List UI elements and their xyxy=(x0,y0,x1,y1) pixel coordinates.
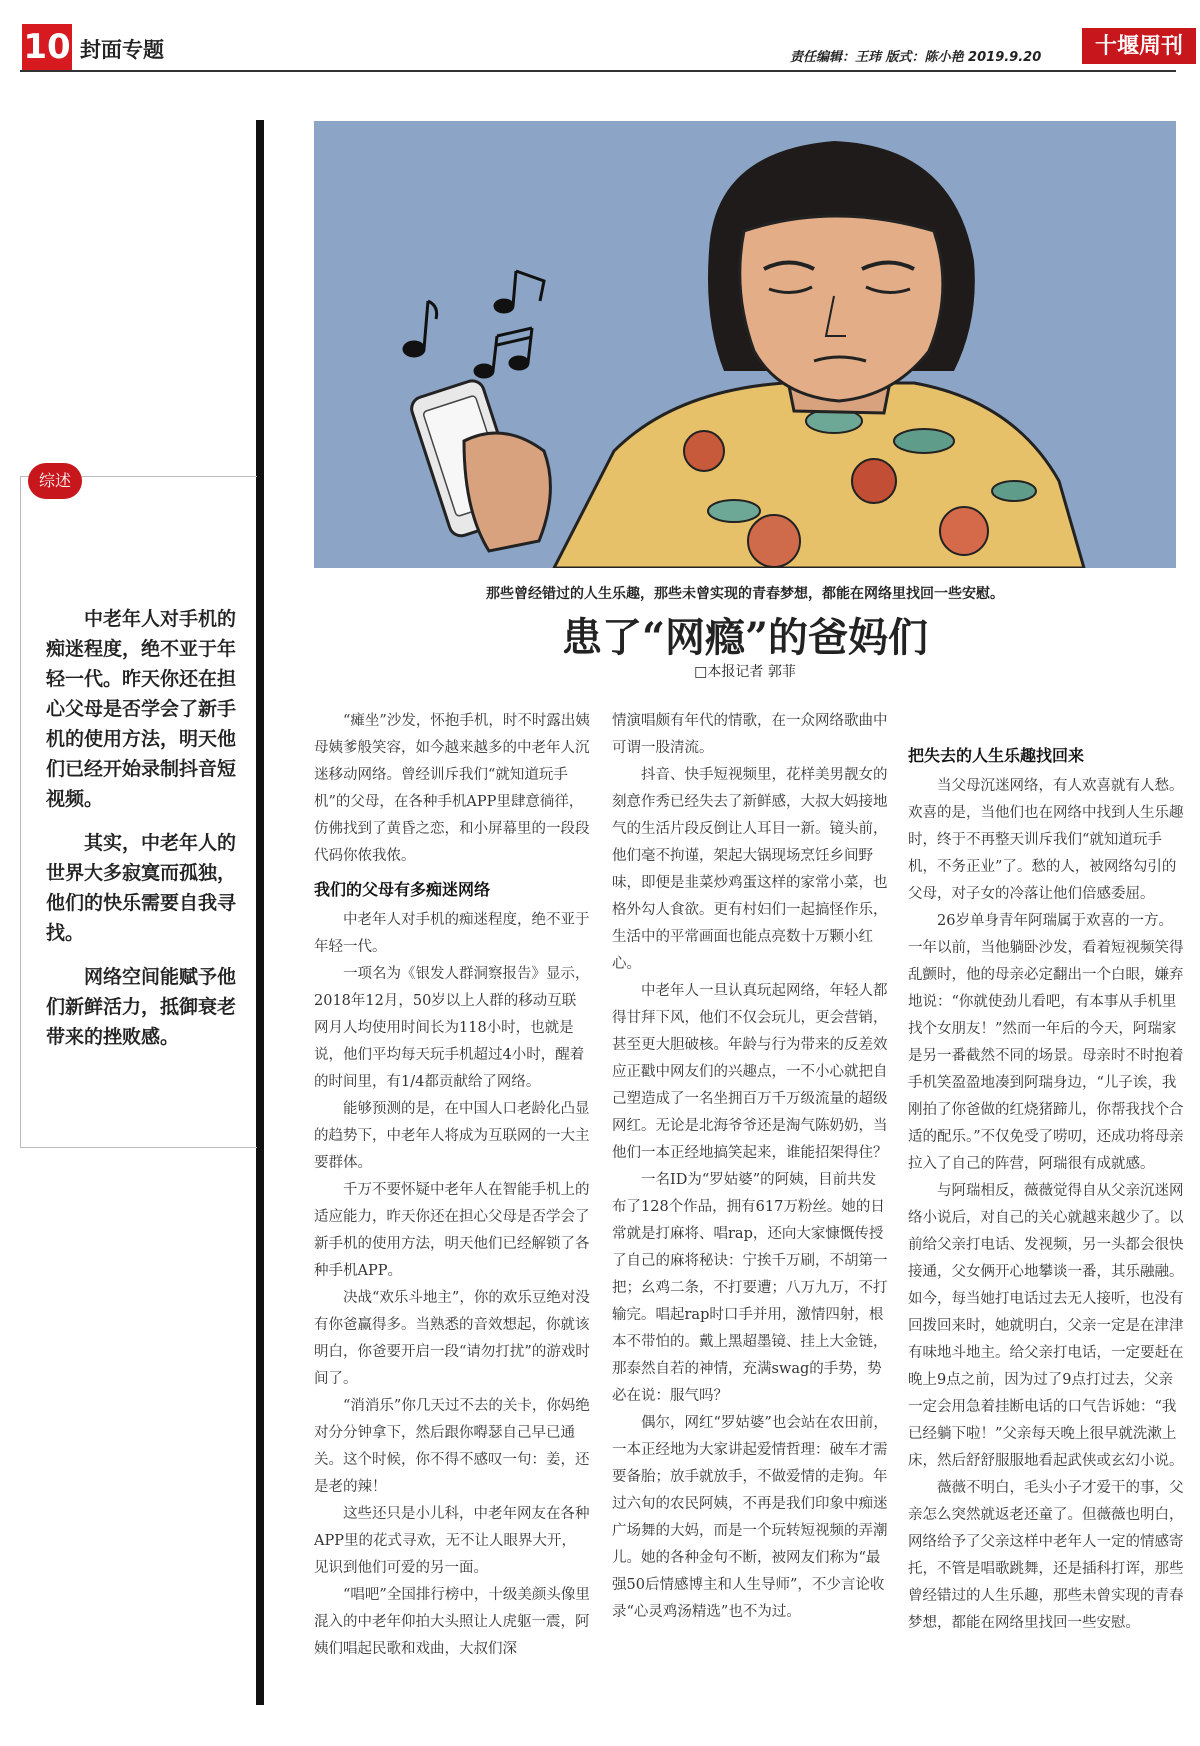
summary-text xyxy=(46,604,238,1066)
brand-logo: 十堰周刊 xyxy=(1082,28,1196,64)
paragraph: “唱吧”全国排行榜中，十级美颜头像里混入的中老年仰拍大头照让人虎躯一震，阿姨们唱起民歌和戏曲，大叔们深 xyxy=(314,1587,590,1657)
paragraph: 这些还只是小儿科，中老年网友在各种APP里的花式寻欢，无不让人眼界大开，见识到他们可爱的另一面。 xyxy=(314,1506,590,1576)
subheading: 我们的父母有多痴迷网络 xyxy=(314,880,491,899)
paragraph: 当父母沉迷网络，有人欢喜就有人愁。欢喜的是，当他们也在网络中找到人生乐趣时，终于不再整天训斥我们“就知道玩手机，不务正业”了。愁的人，被网络勾引的父母，对子女的冷落让他们倍感委屈。 xyxy=(908,778,1184,902)
subheading: 把失去的人生乐趣找回来 xyxy=(908,746,1085,765)
paragraph: 情演唱颇有年代的情歌，在一众网络歌曲中可谓一股清流。 xyxy=(612,713,888,756)
paragraph: “瘫坐”沙发，怀抱手机，时不时露出姨母姨爹般笑容，如今越来越多的中老年人沉迷移动网络。曾经训斥我们“就知道玩手机”的父母，在各种手机APP里肆意徜徉，仿佛找到了黄昏之恋，和小屏幕里的一段段代码你侬我侬。 xyxy=(314,713,590,864)
paragraph: 能够预测的是，在中国人口老龄化凸显的趋势下，中老年人将成为互联网的一大主要群体。 xyxy=(314,1101,590,1171)
paragraph: 26岁单身青年阿瑞属于欢喜的一方。一年以前，当他躺卧沙发，看着短视频笑得乱颤时，他的母亲必定翻出一个白眼，嫌弃地说：“你就使劲儿看吧，有本事从手机里找个女朋友！”然而一年后的今天，阿瑞家是另一番截然不同的场景。母亲时不时抱着手机笑盈盈地凑到阿瑞身边，“儿子诶，我刚拍了你爸做的红烧猪蹄儿，你帮我找个合适的配乐。”不仅免受了唠叨，还成功将母亲拉入了自己的阵营，阿瑞很有成就感。 xyxy=(908,913,1184,1172)
summary-tag: 综述 xyxy=(28,463,82,499)
section-title: 封面专题 xyxy=(80,38,164,62)
page-number: 10 xyxy=(22,24,72,70)
paragraph: 一名ID为“罗姑婆”的阿姨，目前共发布了128个作品，拥有617万粉丝。她的日常就是打麻将、唱rap，还向大家慷慨传授了自己的麻将秘诀：宁挨千万刷，不胡第一把；幺鸡二条，不打要遭；八万九万，不打输完。唱起rap时口手并用，激情四射，根本不带怕的。戴上黑超墨镜、挂上大金链，那泰然自若的神情，充满swag的手势，势必在说：服气吗？ xyxy=(612,1172,888,1404)
paragraph: 薇薇不明白，毛头小子才爱干的事，父亲怎么突然就返老还童了。但薇薇也明白，网络给予了父亲这样中老年人一定的情感寄托，不管是唱歌跳舞，还是插科打诨，那些曾经错过的人生乐趣，那些未曾实现的青春梦想，都能在网络里找回一些安慰。 xyxy=(908,1480,1184,1631)
editor-credits: 责任编辑：王玮 版式：陈小艳 2019.9.20 xyxy=(790,50,1042,65)
paragraph: 与阿瑞相反，薇薇觉得自从父亲沉迷网络小说后，对自己的关心就越来越少了。以前给父亲打电话、发视频，另一头都会很快接通，父女俩开心地攀谈一番，其乐融融。如今，每当她打电话过去无人接听，也没有回拨回来时，她就明白，父亲一定是在津津有味地斗地主。给父亲打电话，一定要赶在晚上9点之前，因为过了9点打过去，父亲一定会用急着挂断电话的口气告诉她：“我已经躺下啦！”父亲每天晚上很早就洗漱上床，然后舒舒服服地看起武侠或玄幻小说。 xyxy=(908,1183,1184,1469)
article-column-2 xyxy=(612,708,888,1626)
image-caption: 那些曾经错过的人生乐趣，那些未曾实现的青春梦想，都能在网络里找回一些安慰。 xyxy=(486,586,1004,602)
paragraph: “消消乐”你几天过不去的关卡，你妈绝对分分钟拿下，然后跟你嘚瑟自己早已通关。这个时候，你不得不感叹一句：姜，还是老的辣！ xyxy=(314,1398,590,1495)
paragraph: 一项名为《银发人群洞察报告》显示，2018年12月，50岁以上人群的移动互联网月人均使用时间长为118小时，也就是说，他们平均每天玩手机超过4小时，醒着的时间里，有1/4都贡献给了网络。 xyxy=(314,966,590,1090)
cover-illustration xyxy=(314,121,1176,568)
summary-paragraph: 其实，中老年人的世界大多寂寞而孤独，他们的快乐需要自我寻找。 xyxy=(46,832,237,944)
paragraph: 千万不要怀疑中老年人在智能手机上的适应能力，昨天你还在担心父母是否学会了新手机的使用方法，明天他们已经解锁了各种手机APP。 xyxy=(314,1182,590,1279)
article-title: 患了“网瘾”的爸妈们 xyxy=(561,614,928,661)
article-byline: □本报记者 郭菲 xyxy=(694,664,796,680)
summary-paragraph: 中老年人对手机的痴迷程度，绝不亚于年轻一代。昨天你还在担心父母是否学会了新手机的使用方法，明天他们已经开始录制抖音短视频。 xyxy=(46,608,237,810)
summary-paragraph: 网络空间能赋予他们新鲜活力，抵御衰老带来的挫败感。 xyxy=(46,966,237,1048)
paragraph: 中老年人一旦认真玩起网络，年轻人都得甘拜下风，他们不仅会玩儿，更会营销，甚至更大胆破核。年龄与行为带来的反差效应正戳中网友们的兴趣点，一不小心就把自己塑造成了一名坐拥百万千万级流量的超级网红。无论是北海爷爷还是淘气陈奶奶，当他们一本正经地搞笑起来，谁能招架得住？ xyxy=(612,983,888,1161)
paragraph: 偶尔，网红“罗姑婆”也会站在农田前，一本正经地为大家讲起爱情哲理：破车才需要备胎；放手就放手，不做爱情的走狗。年过六旬的农民阿姨，不再是我们印象中痴迷广场舞的大妈，而是一个玩转短视频的弄潮儿。她的各种金句不断，被网友们称为“最强50后情感博主和人生导师”，不少言论收录“心灵鸡汤精选”也不为过。 xyxy=(612,1415,888,1620)
article-column-1 xyxy=(314,708,590,1663)
page-header xyxy=(20,24,1183,70)
vertical-divider xyxy=(256,120,264,1705)
paragraph: 中老年人对手机的痴迷程度，绝不亚于年轻一代。 xyxy=(314,912,590,955)
header-divider xyxy=(20,70,1176,72)
paragraph: 抖音、快手短视频里，花样美男靓女的刻意作秀已经失去了新鲜感，大叔大妈接地气的生活片段反倒让人耳目一新。镜头前，他们毫不拘谨，架起大锅现场烹饪乡间野味，即便是韭菜炒鸡蛋这样的家常小菜，也格外勾人食欲。更有村妇们一起搞怪作乐，生活中的平常画面也能点亮数十万颗小红心。 xyxy=(612,767,888,972)
paragraph: 决战“欢乐斗地主”，你的欢乐豆绝对没有你爸赢得多。当熟悉的音效想起，你就该明白，你爸要开启一段“请勿打扰”的游戏时间了。 xyxy=(314,1290,590,1387)
article-column-3 xyxy=(908,736,1184,1637)
